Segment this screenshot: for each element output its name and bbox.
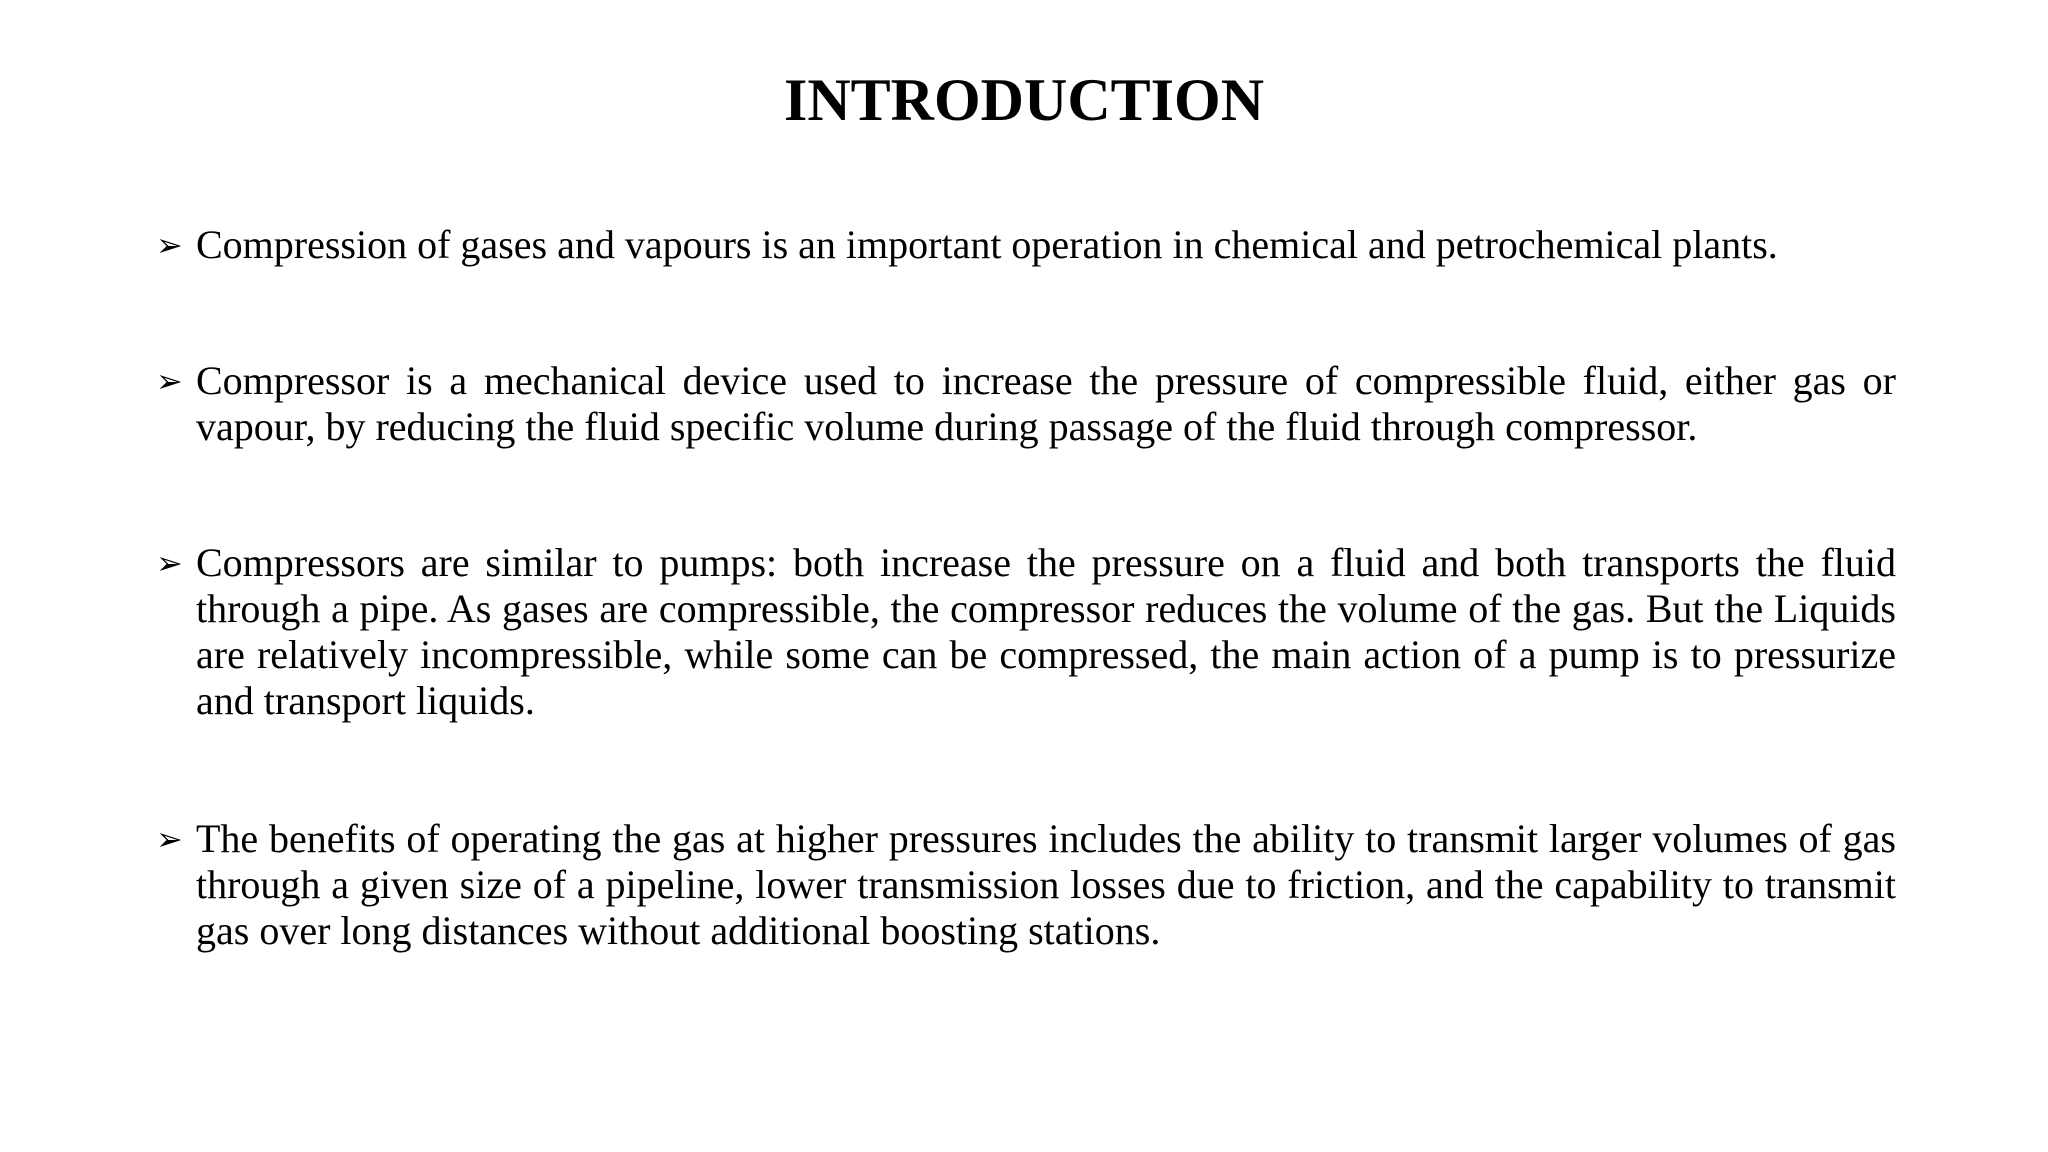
bullet-item (156, 540, 1896, 724)
arrow-bullet-icon: ➢ (156, 820, 183, 858)
slide-title: INTRODUCTION (783, 67, 1265, 133)
bullet-text: Compression of gases and vapours is an important operation in chemical and petrochemical plants. (196, 222, 1778, 267)
bullet-item (156, 816, 1896, 954)
arrow-bullet-icon: ➢ (156, 544, 183, 582)
bullet-item (156, 222, 1896, 268)
bullet-item (156, 358, 1896, 450)
bullet-text: Compressor is a mechanical device used to increase the pressure of compressible fluid, either gas or vapour, by reducing the fluid specific volume during passage of the fluid through compressor. (196, 358, 1896, 449)
bullet-text: Compressors are similar to pumps: both increase the pressure on a fluid and both transports the fluid through a pipe. As gases are compressible, the compressor reduces the volume of the gas. But the Liquids are relatively incompressible, while some can be compressed, the main action of a pump is to pressurize and transport liquids. (196, 540, 1896, 723)
arrow-bullet-icon: ➢ (156, 362, 183, 400)
bullet-text: The benefits of operating the gas at higher pressures includes the ability to transmit larger volumes of gas through a given size of a pipeline, lower transmission losses due to friction, and the capability to transmit gas over long distances without additional boosting stations. (196, 816, 1896, 953)
arrow-bullet-icon: ➢ (156, 226, 183, 264)
